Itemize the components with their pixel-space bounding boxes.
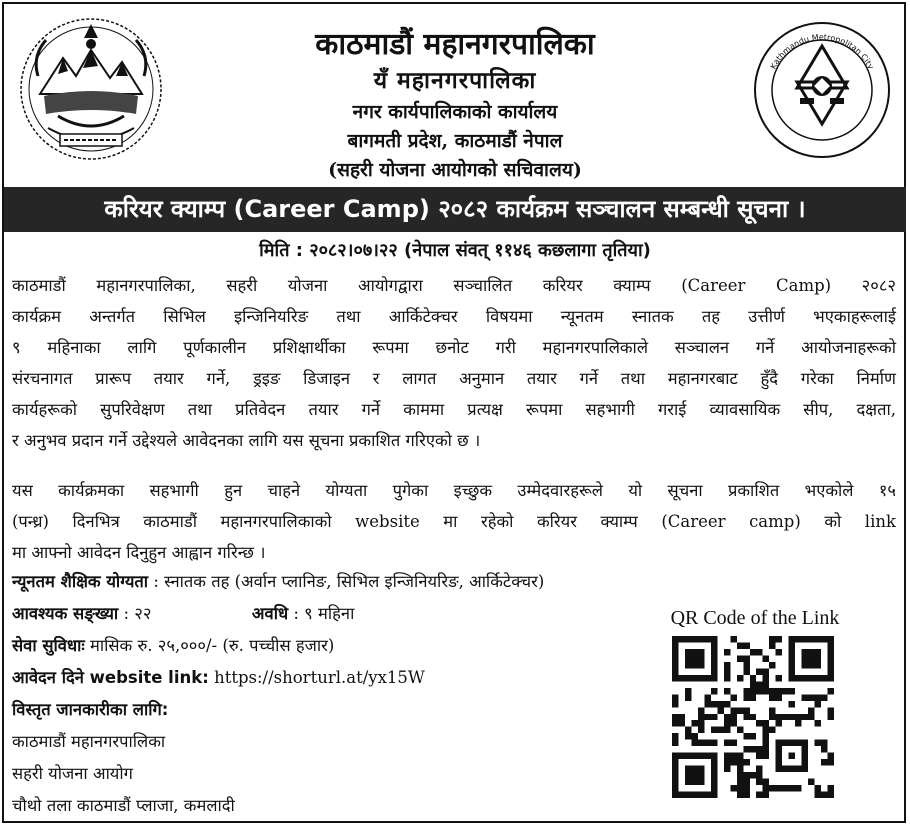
- header-office: नगर कार्यपालिकाको कार्यालय: [352, 101, 558, 123]
- link-label: आवेदन दिने website link:: [12, 668, 209, 687]
- qualification-label: न्यूनतम शैक्षिक योग्यता: [12, 572, 149, 591]
- notice-paragraph-2: [12, 475, 896, 568]
- paragraph-line: कार्यक्रम अन्तर्गत सिभिल इन्जिनियरिङ तथा आर्किटेक्चर विषयमा न्यूनतम स्नातक तह उत्तीर्ण भएकाहरूलाई: [12, 307, 896, 326]
- paragraph-line: कार्यहरूको सुपरिवेक्षण तथा प्रतिवेदन तयार गर्ने काममा प्रत्यक्ष रूपमा सहभागी गराई व्यावसायिक सीप, दक्षता,: [12, 400, 896, 419]
- duration-value: : ९ महिना: [293, 604, 355, 623]
- duration-label: अवधि: [251, 604, 289, 623]
- qualification-value: : स्नातक तह (अर्वान प्लानिङ, सिभिल इन्जिनियरिङ, आर्किटेक्चर): [153, 572, 545, 591]
- facility-row: [12, 633, 334, 656]
- paragraph-line: ९ महिनाका लागि पूर्णकालीन प्रशिक्षार्थीका रूपमा छनोट गरी महानगरपालिकाले सञ्चालन गर्ने आयोजनाहरूको: [12, 338, 896, 357]
- notice-heading-banner: करियर क्याम्प (Career Camp) २०८२ कार्यक्रम सञ्चालन सम्बन्धी सूचना ।: [4, 187, 906, 232]
- paragraph-line: र अनुभव प्रदान गर्ने उद्देश्यले आवेदनका लागि यस सूचना प्रकाशित गरिएको छ ।: [12, 431, 481, 450]
- facility-label: सेवा सुविधाः: [12, 636, 85, 655]
- header-address: बागमती प्रदेश, काठमाडौं नेपाल: [347, 130, 563, 152]
- facility-value: मासिक रु. २५,०००/- (रु. पच्चीस हजार): [89, 636, 335, 655]
- header-secretariat: (सहरी योजना आयोगको सचिवालय): [328, 159, 582, 181]
- qualification-row: [12, 569, 544, 592]
- header-title: काठमाडौं महानगरपालिका: [315, 27, 595, 62]
- notice-date: मिति : २०८२।०७।२२ (नेपाल संवत् ११४६ कछलागा तृतिया): [259, 240, 651, 261]
- paragraph-line: मा आफ्नो आवेदन दिनुहुन आह्वान गरिन्छ ।: [12, 543, 266, 562]
- info-row: [12, 697, 168, 720]
- notice-header: [0, 0, 910, 186]
- header-title-newari: यँ महानगरपालिका: [373, 68, 537, 94]
- info-label: विस्तृत जानकारीका लागि:: [12, 700, 169, 719]
- website-link[interactable]: https://shorturl.at/yx15W: [214, 668, 425, 687]
- notice-paragraph-1: [12, 270, 896, 456]
- info-line: काठमाडौं महानगरपालिका: [12, 732, 166, 751]
- kathmandu-metropolitan-seal-icon: [752, 20, 892, 160]
- paragraph-line: संरचनागत प्रारूप तयार गर्ने, ड्रइङ डिजाइन र लागत अनुमान तयार गर्ने तथा महानगरबाट हुँदै गरेका निर्माण: [12, 369, 896, 388]
- paragraph-line: यस कार्यक्रमका सहभागी हुन चाहने योग्यता पुगेका इच्छुक उम्मेदवारहरूले यो सूचना प्रकाशित भएकोले १५: [12, 481, 896, 500]
- seats-value: : २२: [123, 604, 152, 623]
- paragraph-line: काठमाडौं महानगरपालिका, सहरी योजना आयोगद्वारा सञ्चालित करियर क्याम्प (Career Camp) २०८२: [12, 276, 896, 295]
- seats-label: आवश्यक सङ्ख्या: [12, 604, 119, 623]
- seal-text: Kathmandu Metropolitan City: [768, 32, 876, 71]
- paragraph-line: (पन्ध्र) दिनभित्र काठमाडौं महानगरपालिकाको website मा रहेको करियर क्याम्प (Career camp) को link: [12, 512, 896, 531]
- info-line: चौथो तला काठमाडौं प्लाजा, कमलादी: [12, 796, 235, 815]
- link-row: [12, 665, 425, 688]
- qr-code-icon[interactable]: [672, 636, 834, 798]
- seats-duration-row: [12, 601, 354, 624]
- info-line: सहरी योजना आयोग: [12, 764, 133, 783]
- qr-caption: QR Code of the Link: [670, 607, 840, 629]
